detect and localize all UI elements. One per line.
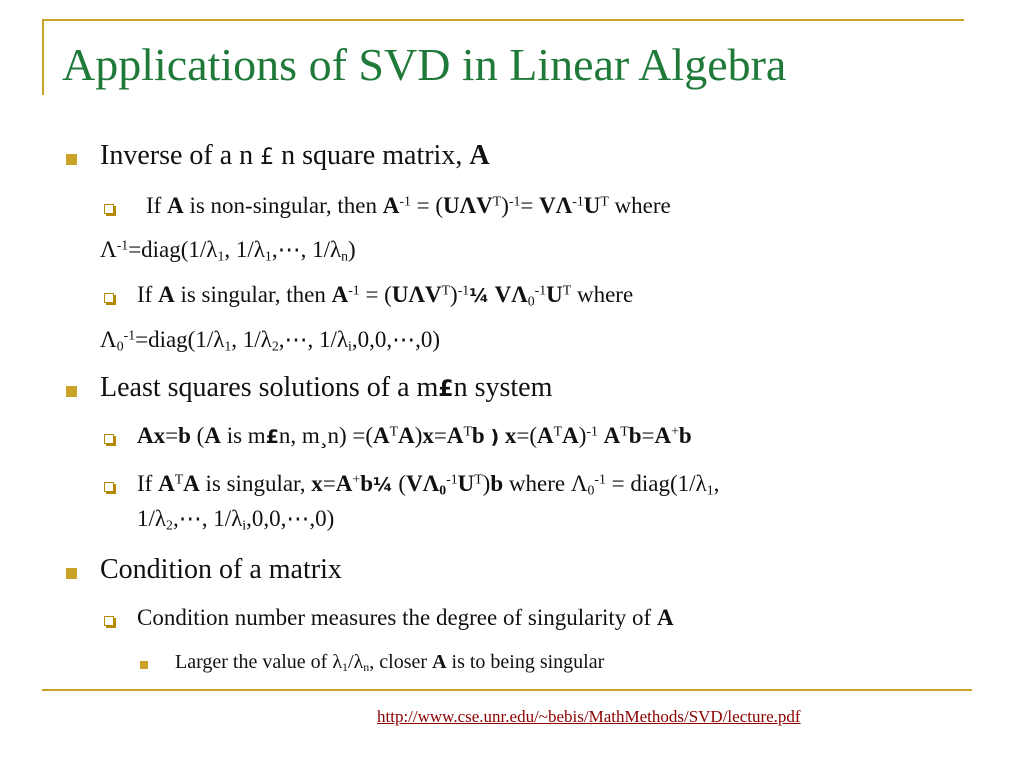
bullet-hollow-square-icon	[104, 434, 114, 444]
left-border	[42, 19, 44, 95]
bullet-ata-singular-cont: $1/\lambda_2,\cdots$, $1/\lambda_i,0,0,\cdots,0$)	[137, 506, 335, 533]
bullet-small-square-icon	[140, 661, 148, 669]
bullet-inverse: Inverse of a n £ n square matrix, A	[100, 140, 490, 171]
bullet-least-squares: Least squares solutions of a m£n system	[100, 372, 553, 403]
bullet-square-icon	[66, 386, 77, 397]
bullet-condition: Condition of a matrix	[100, 554, 342, 585]
bullet-hollow-square-icon	[104, 293, 114, 303]
bullet-ax-b: Ax=b (A is m£n, m¸n) $=(A^TA)x=A^Tb$ ) $x=(A^TA)^{-1}$ $A^Tb=A^+b$	[137, 423, 692, 448]
bullet-condition-number: Condition number measures the degree of singularity of A	[137, 605, 674, 630]
slide-title: Applications of SVD in Linear Algebra	[62, 39, 787, 90]
bullet-hollow-square-icon	[104, 204, 114, 214]
bullet-ata-singular: If $A^TA$ is singular, x=A+b¼ $(V\Lambda_0^{-1}U^T)b$ where $\Lambda_0^{-1}$ = $diag(1/\lambda_1$,	[137, 471, 720, 498]
lambda0-inverse-formula: $\Lambda_0^{-1}=diag(1/\lambda_1$, $1/\lambda_2,\cdots$, $1/\lambda_i,0,0,\cdots,0$)	[100, 327, 441, 354]
source-link[interactable]: http://www.cse.unr.edu/~bebis/MathMethods/SVD/lecture.pdf	[377, 707, 801, 726]
bullet-square-icon	[66, 568, 77, 579]
lambda-inverse-formula: $\Lambda^{-1}=diag(1/\lambda_1$, $1/\lambda_1,\cdots$, $1/\lambda_n$)	[100, 237, 356, 264]
bottom-divider	[42, 689, 972, 691]
top-border	[42, 19, 964, 21]
bullet-nonsingular: If A is non-singular, then $A^{-1} = (U\Lambda V^T)^{-1}= V\Lambda^{-1}U^T$ where	[146, 193, 671, 218]
bullet-singular: If A is singular, then $A^{-1}$ = $(U\Lambda V^T)^{-1}\frac{1}{4}$ $V\Lambda_0^{-1}U^T$ where	[137, 282, 634, 309]
bullet-larger-value: Larger the value of $\lambda_1/\lambda_n$, closer A is to being singular	[175, 651, 605, 674]
bullet-square-icon	[66, 154, 77, 165]
bullet-hollow-square-icon	[104, 482, 114, 492]
bullet-hollow-square-icon	[104, 616, 114, 626]
